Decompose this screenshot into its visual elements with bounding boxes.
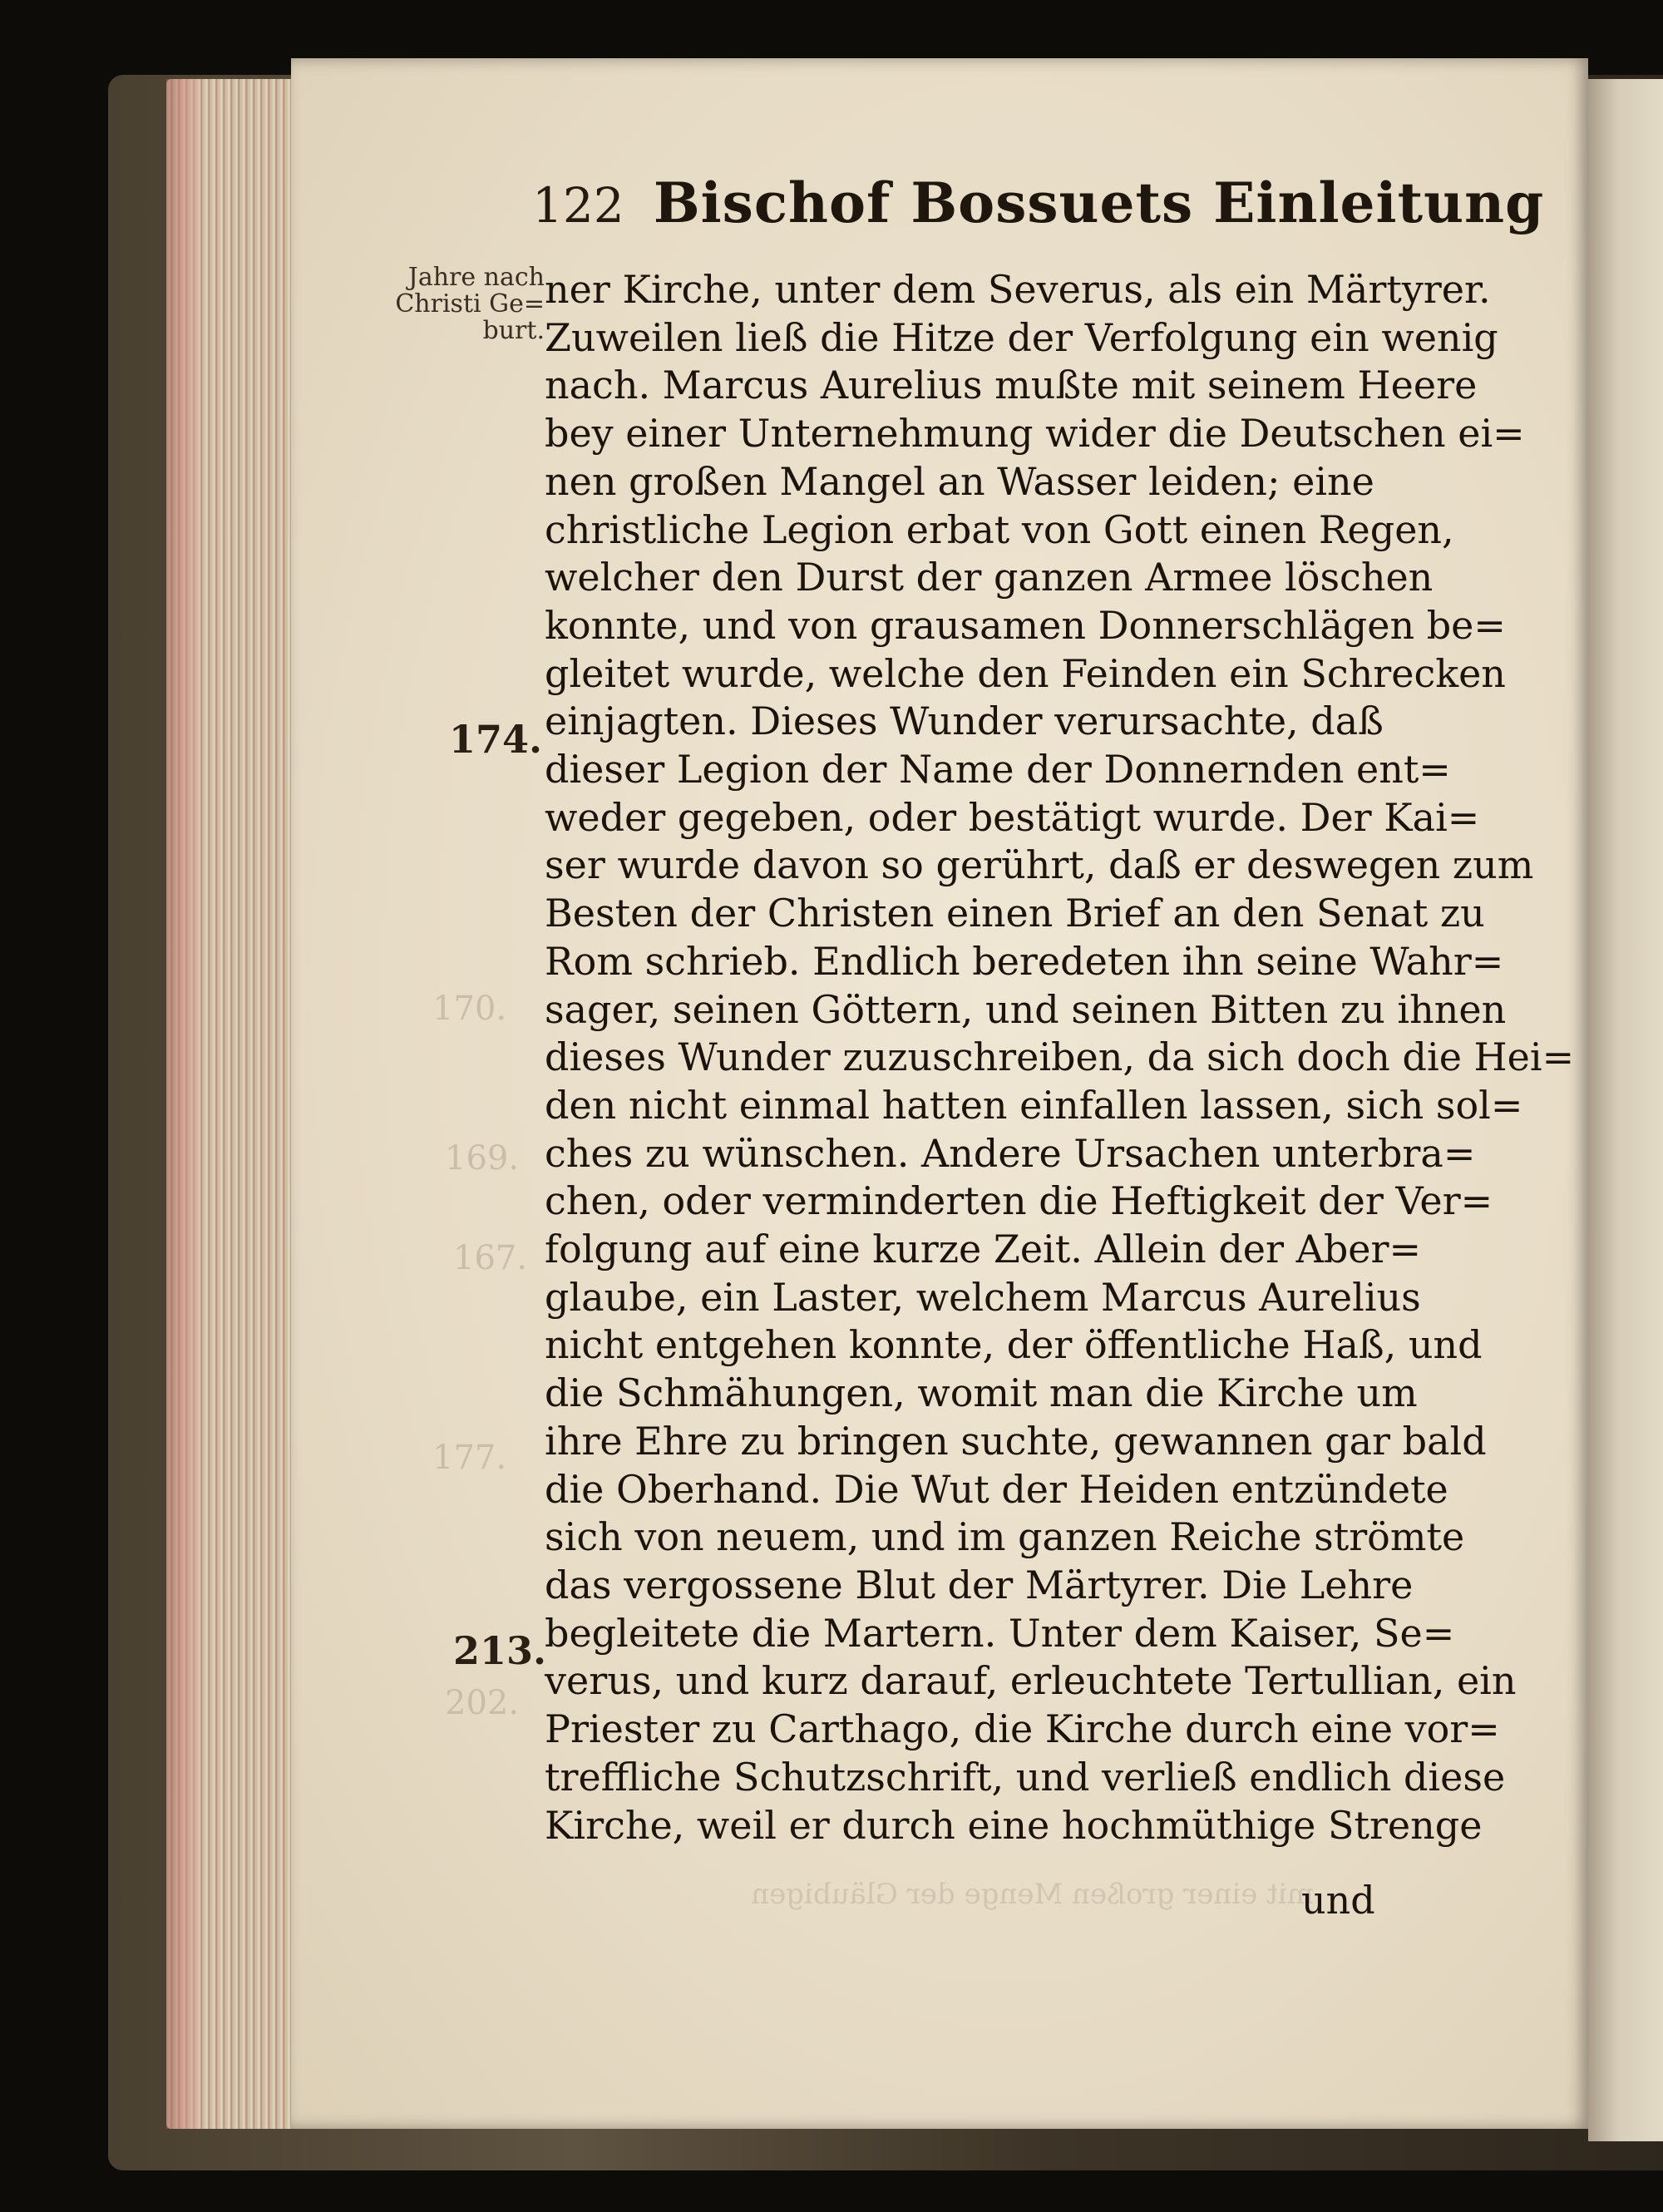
text-line: sager, seinen Göttern, und seinen Bitten zu ihnen	[545, 986, 1507, 1032]
text-line: ches zu wünschen. Andere Ursachen unterbra=	[545, 1130, 1476, 1176]
body-text	[545, 266, 1575, 1849]
page-edges	[166, 79, 308, 2129]
text-line: sich von neuem, und im ganzen Reiche strömte	[545, 1514, 1465, 1560]
faint-margin-year: 202.	[445, 1684, 520, 1722]
text-line: chen, oder verminderten die Heftigkeit der Ver=	[545, 1178, 1493, 1224]
margin-note	[358, 264, 545, 344]
text-line: gleitet wurde, welche den Feinden ein Schrecken	[545, 650, 1506, 696]
catchword: und	[1301, 1878, 1375, 1923]
text-line: folgung auf eine kurze Zeit. Allein der Aber=	[545, 1227, 1422, 1272]
text-line: welcher den Durst der ganzen Armee löschen	[545, 555, 1434, 600]
text-line: christliche Legion erbat von Gott einen Regen,	[545, 506, 1454, 552]
text-line: ihre Ehre zu bringen suchte, gewannen gar bald	[545, 1418, 1487, 1464]
bleed-through-text: mit einer großen Menge der Gläubigen	[751, 1878, 1314, 1911]
text-line: Priester zu Carthago, die Kirche durch eine vor=	[545, 1706, 1500, 1752]
text-line: ser wurde davon so gerührt, daß er deswegen zum	[545, 842, 1534, 888]
faint-margin-year: 169.	[445, 1139, 520, 1178]
text-line: glaube, ein Laster, welchem Marcus Aurelius	[545, 1274, 1421, 1320]
margin-year-213: 213.	[453, 1628, 547, 1673]
text-line: treffliche Schutzschrift, und verließ endlich diese	[545, 1754, 1506, 1800]
margin-note-line: Christi Ge=	[395, 289, 545, 318]
margin-note-line: Jahre nach	[407, 263, 545, 292]
text-line: das vergossene Blut der Märtyrer. Die Lehre	[545, 1562, 1414, 1607]
text-line: die Oberhand. Die Wut der Heiden entzündete	[545, 1466, 1448, 1512]
text-line: dieser Legion der Name der Donnernden ent=	[545, 747, 1451, 792]
facing-page-edge	[1588, 79, 1663, 2141]
faint-margin-year: 170.	[432, 990, 507, 1028]
text-line: die Schmähungen, womit man die Kirche um	[545, 1370, 1418, 1416]
text-line: Besten der Christen einen Brief an den Senat zu	[545, 891, 1485, 936]
text-line: nen großen Mangel an Wasser leiden; eine	[545, 458, 1374, 504]
text-line: den nicht einmal hatten einfallen lassen, sich sol=	[545, 1082, 1523, 1128]
text-line: dieses Wunder zuzuschreiben, da sich doch die Hei=	[545, 1034, 1575, 1080]
text-line: Kirche, weil er durch eine hochmüthige Strenge	[545, 1802, 1483, 1848]
text-line: nach. Marcus Aurelius mußte mit seinem Heere	[545, 363, 1478, 408]
text-line: ner Kirche, unter dem Severus, als ein Märtyrer.	[545, 267, 1491, 312]
text-line: bey einer Unternehmung wider die Deutschen ei=	[545, 411, 1525, 457]
text-line: weder gegeben, oder bestätigt wurde. Der Kai=	[545, 794, 1480, 840]
margin-year-174: 174.	[449, 717, 543, 762]
page-number: 122	[532, 177, 624, 234]
margin-note-line: burt.	[482, 316, 545, 345]
text-line: Rom schrieb. Endlich beredeten ihn seine Wahr=	[545, 938, 1504, 984]
text-line: nicht entgehen konnte, der öffentliche Haß, und	[545, 1322, 1483, 1368]
text-line: Zuweilen ließ die Hitze der Verfolgung ein wenig	[545, 314, 1498, 360]
text-line: begleitete die Martern. Unter dem Kaiser, Se=	[545, 1610, 1455, 1656]
faint-margin-year: 167.	[453, 1239, 528, 1277]
text-line: verus, und kurz darauf, erleuchtete Tertullian, ein	[545, 1658, 1517, 1704]
running-head	[532, 170, 1545, 245]
text-line: konnte, und von grausamen Donnerschlägen be=	[545, 602, 1506, 648]
running-title: Bischof Bossuets Einleitung	[653, 170, 1545, 235]
faint-margin-year: 177.	[432, 1439, 507, 1477]
text-line: einjagten. Dieses Wunder verursachte, daß	[545, 699, 1384, 744]
